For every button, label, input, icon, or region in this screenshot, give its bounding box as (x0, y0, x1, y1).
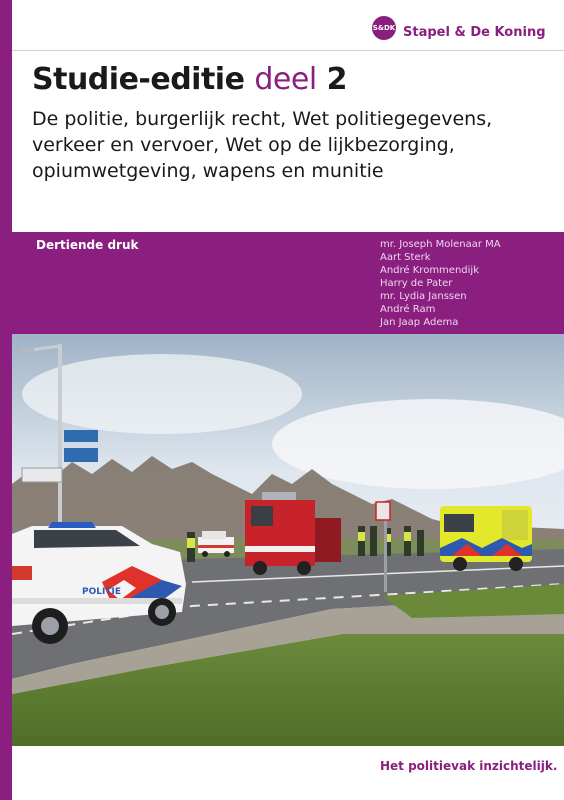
author-name: Jan Jaap Adema (380, 317, 459, 328)
author-name: André Krommendijk (380, 265, 479, 276)
book-subtitle (32, 106, 552, 184)
slogan: Het politievak inzichtelijk. (380, 759, 558, 773)
author-name: Aart Sterk (380, 252, 431, 263)
author-list (380, 238, 501, 329)
subtitle-line: verkeer en vervoer, Wet op de lijkbezorging, (32, 134, 455, 156)
author-name: mr. Lydia Janssen (380, 291, 467, 302)
title-deel: deel (254, 62, 317, 97)
svg-text:POLITIE: POLITIE (82, 587, 121, 597)
subtitle-line: De politie, burgerlijk recht, Wet politiegegevens, (32, 108, 493, 130)
brand-side-bar (0, 0, 12, 800)
edition-label: Dertiende druk (36, 238, 139, 252)
author-name: André Ram (380, 304, 436, 315)
book-title (32, 62, 347, 97)
cover-photo (12, 334, 564, 746)
author-name: mr. Joseph Molenaar MA (380, 239, 501, 250)
title-number: 2 (326, 62, 348, 97)
title-main: Studie-editie (32, 62, 245, 97)
author-name: Harry de Pater (380, 278, 453, 289)
road-accident-scene-icon (12, 334, 564, 746)
publisher-logo (372, 16, 546, 40)
header-divider (12, 50, 564, 51)
publisher-name: Stapel & De Koning (403, 25, 546, 40)
info-band (12, 232, 564, 334)
sdk-logo-icon: S&DK (372, 16, 396, 40)
subtitle-line: opiumwetgeving, wapens en munitie (32, 160, 384, 182)
